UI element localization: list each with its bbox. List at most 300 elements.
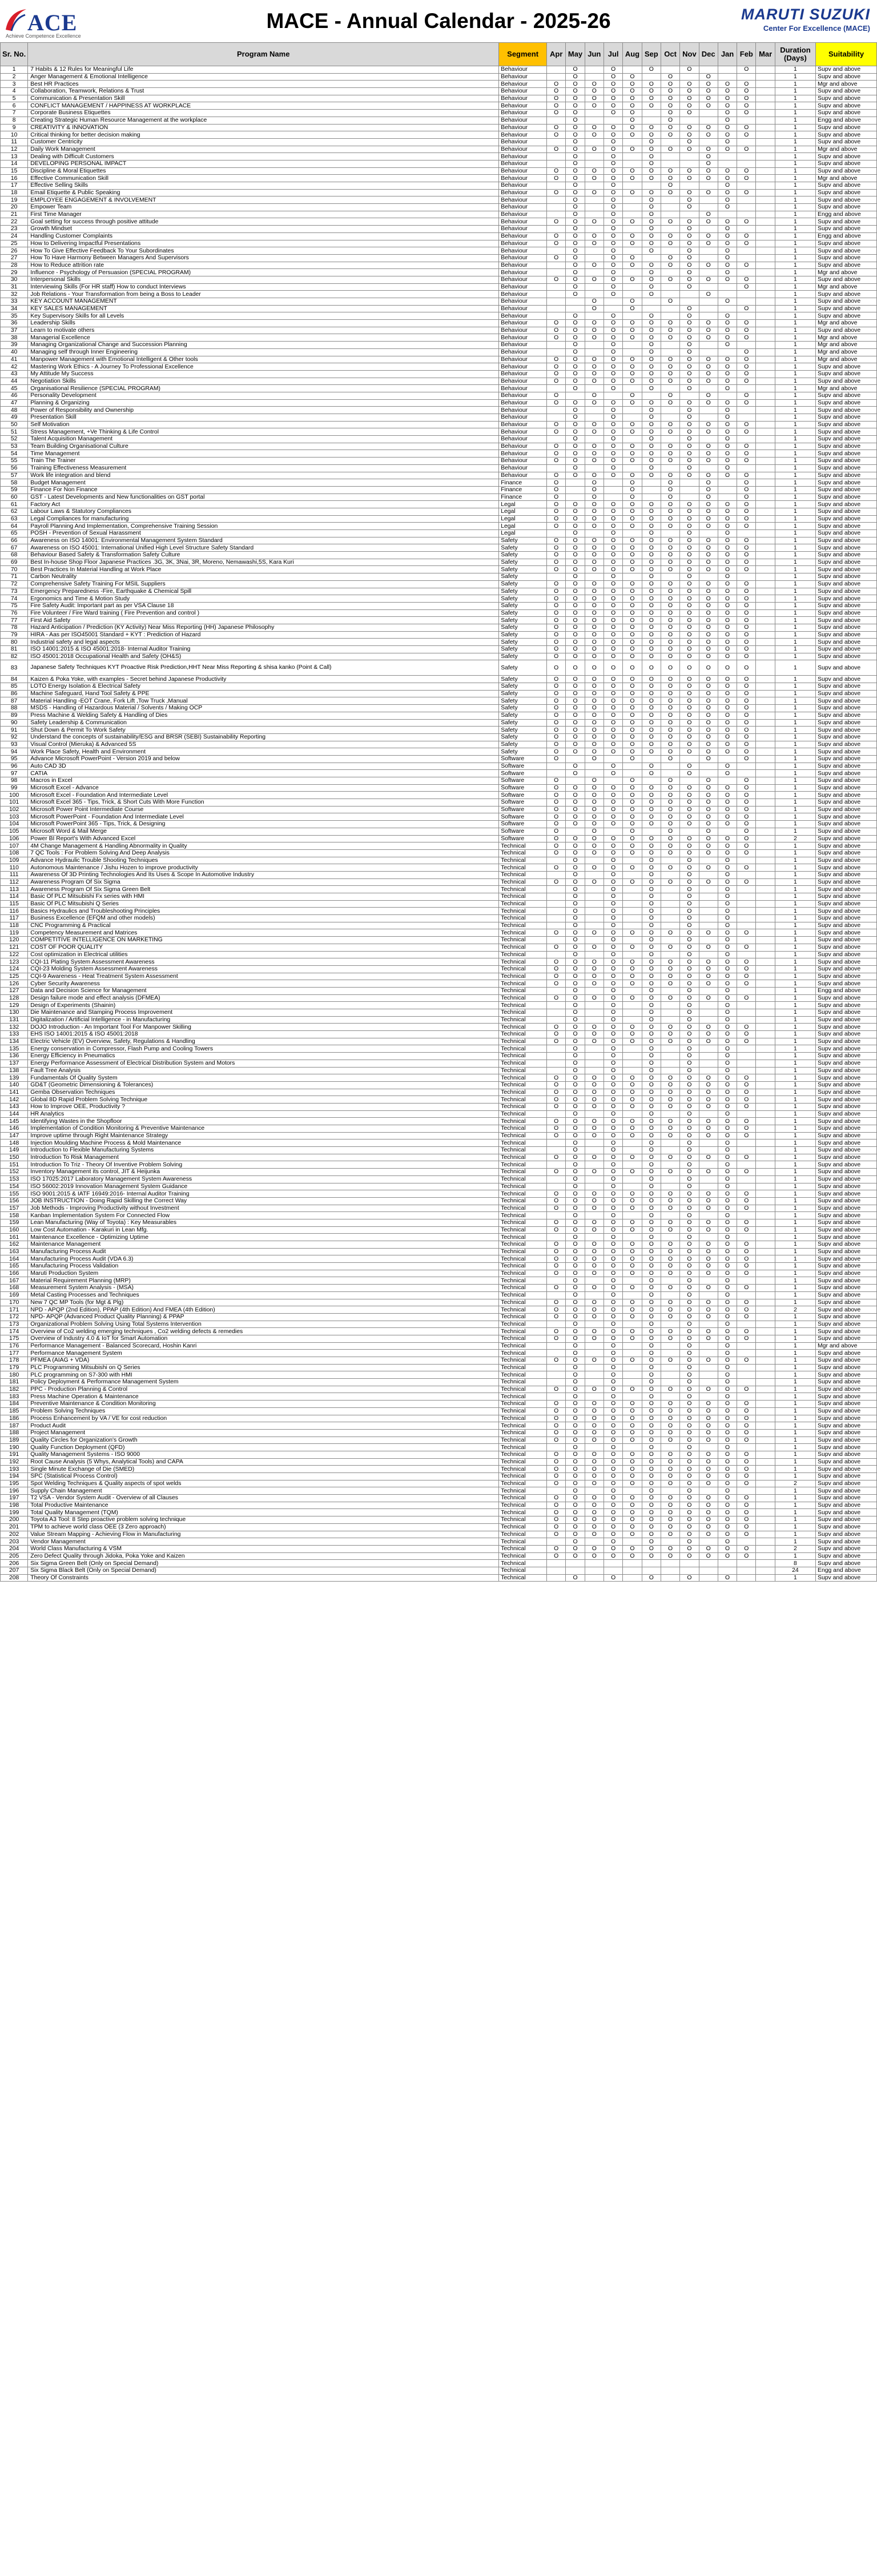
month-cell: O [623,73,642,81]
table-row [1,1350,877,1357]
month-cell: O [680,334,699,342]
segment-cell: Technical [499,1241,547,1249]
sr-no-cell: 103 [1,813,28,821]
month-cell: O [642,799,661,806]
month-cell: O [718,712,737,719]
duration-cell: 1 [775,414,815,422]
table-row [1,1263,877,1270]
table-row [1,1306,877,1314]
month-cell: O [642,153,661,161]
month-cell: O [604,232,622,240]
month-cell: O [699,835,718,842]
sr-no-cell: 198 [1,1502,28,1509]
suitability-cell: Supv and above [816,1328,877,1335]
month-cell: O [604,124,622,131]
month-cell [756,1458,775,1466]
duration-cell: 1 [775,196,815,204]
month-cell: O [547,1407,566,1415]
segment-cell: Safety [499,566,547,573]
month-cell: O [585,124,604,131]
month-cell: O [661,994,679,1002]
month-cell [756,1321,775,1328]
month-cell [718,755,737,763]
month-cell: O [642,1139,661,1147]
month-cell: O [566,1024,585,1031]
table-row [1,486,877,493]
month-cell: O [718,653,737,660]
duration-cell: 1 [775,523,815,530]
month-cell: O [585,1241,604,1249]
month-cell: O [585,1074,604,1082]
month-cell: O [737,1125,756,1133]
segment-cell: Behaviour [499,182,547,190]
month-cell: O [699,1313,718,1321]
month-cell: O [566,1096,585,1104]
sr-no-cell: 89 [1,712,28,719]
month-cell [585,1060,604,1067]
duration-cell: 1 [775,1110,815,1118]
month-cell: O [623,1429,642,1437]
month-cell: O [737,639,756,646]
table-row [1,755,877,763]
suitability-cell: Supv and above [816,777,877,785]
sr-no-cell: 130 [1,1009,28,1017]
table-row [1,1502,877,1509]
suitability-cell: Supv and above [816,573,877,581]
duration-cell: 1 [775,748,815,756]
month-cell: O [737,588,756,595]
segment-cell: Technical [499,1190,547,1198]
month-cell [737,770,756,777]
month-cell: O [623,1523,642,1531]
month-cell: O [623,929,642,937]
month-cell: O [661,450,679,458]
month-cell [756,1509,775,1516]
table-row [1,1451,877,1458]
month-cell: O [566,436,585,443]
month-cell: O [623,842,642,850]
month-cell: O [642,247,661,255]
month-cell [756,312,775,320]
duration-cell: 1 [775,1574,815,1582]
month-cell [756,1357,775,1365]
month-cell: O [661,646,679,653]
month-cell [756,639,775,646]
duration-cell: 1 [775,1081,815,1089]
program-name-cell: Problem Solving Techniques [28,1407,499,1415]
month-cell: O [566,871,585,878]
month-cell: O [547,1074,566,1082]
segment-cell: Safety [499,697,547,705]
sr-no-cell: 69 [1,559,28,566]
month-cell [699,182,718,190]
suitability-cell: Mgr and above [816,385,877,392]
segment-cell: Behaviour [499,66,547,74]
month-cell [585,160,604,167]
month-cell [699,530,718,537]
month-cell: O [718,1350,737,1357]
program-name-cell: Awareness Program Of Six Sigma [28,878,499,886]
month-cell [661,66,679,74]
month-cell: O [718,530,737,537]
month-cell: O [661,842,679,850]
table-row [1,81,877,88]
duration-cell: 1 [775,1060,815,1067]
month-cell [585,1175,604,1183]
month-cell: O [661,806,679,813]
month-cell: O [604,1357,622,1365]
month-cell: O [642,1161,661,1169]
month-cell: O [661,1074,679,1082]
month-cell: O [566,276,585,283]
segment-cell: Finance [499,493,547,501]
month-cell [699,908,718,915]
month-cell: O [547,631,566,639]
month-cell [756,73,775,81]
month-cell: O [604,1139,622,1147]
month-cell [699,269,718,276]
month-cell [737,951,756,958]
segment-cell: Technical [499,951,547,958]
month-cell: O [680,1125,699,1133]
month-cell: O [604,218,622,226]
month-cell: O [718,813,737,821]
month-cell: O [718,588,737,595]
month-cell [604,486,622,493]
sr-no-cell: 206 [1,1560,28,1567]
sr-no-cell: 193 [1,1466,28,1473]
month-cell: O [737,1386,756,1393]
month-cell: O [680,719,699,727]
month-cell [547,908,566,915]
suitability-cell: Supv and above [816,399,877,407]
month-cell: O [623,1241,642,1249]
sr-no-cell: 25 [1,240,28,247]
sr-no-cell: 96 [1,763,28,770]
segment-cell: Behaviour [499,117,547,124]
duration-cell: 1 [775,189,815,196]
month-cell: O [547,878,566,886]
month-cell: O [680,1110,699,1118]
sr-no-cell: 92 [1,733,28,741]
month-cell: O [737,755,756,763]
segment-cell: Technical [499,1516,547,1524]
month-cell: O [566,1161,585,1169]
month-cell: O [585,1169,604,1176]
suitability-cell: Supv and above [816,951,877,958]
month-cell: O [718,363,737,371]
month-cell [737,1016,756,1024]
sr-no-cell: 186 [1,1415,28,1422]
month-cell: O [680,124,699,131]
month-cell [547,1560,566,1567]
table-row [1,254,877,262]
month-cell [737,291,756,298]
month-cell: O [585,102,604,110]
month-cell [699,1212,718,1219]
program-name-cell: Macros in Excel [28,777,499,785]
program-name-cell: Finance For Non Finance [28,486,499,493]
month-cell: O [642,893,661,901]
month-cell [699,254,718,262]
month-cell: O [680,580,699,588]
segment-cell: Safety [499,639,547,646]
month-cell: O [680,458,699,465]
month-cell: O [585,1502,604,1509]
duration-cell: 1 [775,653,815,660]
suitability-cell: Supv and above [816,1285,877,1292]
month-cell: O [585,334,604,342]
duration-cell: 1 [775,66,815,74]
month-cell: O [718,88,737,95]
program-name-cell: Influence - Psychology of Persuasion (SPECIAL PROGRAM) [28,269,499,276]
month-cell: O [699,370,718,378]
program-name-cell: Vendor Management [28,1538,499,1546]
month-cell: O [604,1379,622,1386]
month-cell: O [642,131,661,139]
month-cell: O [642,1342,661,1350]
month-cell: O [566,1487,585,1495]
month-cell [737,763,756,770]
month-cell: O [680,857,699,864]
month-cell: O [642,653,661,660]
month-cell: O [737,1024,756,1031]
sr-no-cell: 113 [1,886,28,893]
month-cell: O [623,146,642,153]
segment-cell: Technical [499,1248,547,1255]
sr-no-cell: 31 [1,283,28,291]
suitability-cell: Supv and above [816,1473,877,1480]
table-row [1,951,877,958]
table-row [1,871,877,878]
month-cell: O [680,254,699,262]
month-cell [756,124,775,131]
month-cell [756,479,775,487]
month-cell: O [718,1263,737,1270]
suitability-cell: Supv and above [816,73,877,81]
month-cell: O [699,849,718,857]
month-cell [737,886,756,893]
month-cell: O [680,566,699,573]
month-cell: O [547,356,566,363]
month-cell: O [737,1154,756,1161]
suitability-cell: Supv and above [816,305,877,312]
segment-cell: Technical [499,1487,547,1495]
table-row [1,1458,877,1466]
month-cell: O [566,922,585,929]
month-cell: O [642,697,661,705]
month-cell: O [566,218,585,226]
suitability-cell: Mgr and above [816,283,877,291]
month-cell: O [585,305,604,312]
duration-cell: 1 [775,175,815,182]
table-row [1,1226,877,1234]
month-cell: O [585,1226,604,1234]
month-cell: O [661,864,679,872]
month-cell [623,1053,642,1060]
month-cell: O [680,428,699,436]
month-cell: O [737,777,756,785]
month-cell [585,1574,604,1582]
duration-cell: 1 [775,1190,815,1198]
month-cell: O [547,1516,566,1524]
month-cell: O [661,392,679,399]
month-cell: O [718,342,737,349]
month-cell: O [680,1031,699,1038]
month-cell: O [680,508,699,515]
month-cell: O [680,1161,699,1169]
month-cell [547,1067,566,1074]
month-cell: O [699,1407,718,1415]
segment-cell: Technical [499,1379,547,1386]
month-cell: O [642,1132,661,1139]
month-cell: O [718,334,737,342]
column-header-month: Jun [585,43,604,66]
table-row [1,1313,877,1321]
month-cell: O [680,1197,699,1205]
month-cell: O [680,871,699,878]
month-cell: O [680,1175,699,1183]
suitability-cell: Supv and above [816,464,877,472]
month-cell: O [661,595,679,603]
duration-cell: 1 [775,211,815,218]
month-cell: O [718,1132,737,1139]
table-row [1,117,877,124]
segment-cell: Behaviour [499,421,547,428]
suitability-cell: Supv and above [816,1574,877,1582]
month-cell [737,1342,756,1350]
suitability-cell: Supv and above [816,1458,877,1466]
suitability-cell: Supv and above [816,1444,877,1451]
month-cell: O [737,493,756,501]
table-row [1,320,877,327]
month-cell: O [585,1401,604,1408]
suitability-cell: Supv and above [816,922,877,929]
month-cell: O [604,436,622,443]
suitability-cell: Supv and above [816,486,877,493]
table-row [1,1487,877,1495]
month-cell: O [680,1038,699,1045]
month-cell: O [585,327,604,334]
table-row [1,407,877,414]
segment-cell: Technical [499,1205,547,1212]
month-cell: O [699,262,718,269]
month-cell: O [585,1422,604,1430]
month-cell [585,770,604,777]
month-cell: O [737,683,756,691]
table-row [1,617,877,624]
segment-cell: Safety [499,705,547,712]
sr-no-cell: 15 [1,167,28,175]
month-cell [547,298,566,306]
duration-cell: 1 [775,1509,815,1516]
duration-cell: 1 [775,908,815,915]
table-row [1,501,877,508]
month-cell: O [718,980,737,988]
month-cell: O [585,1255,604,1263]
column-header-suitability: Suitability [816,43,877,66]
segment-cell: Safety [499,544,547,552]
suitability-cell: Supv and above [816,1031,877,1038]
month-cell: O [642,1429,661,1437]
month-cell [756,741,775,748]
month-cell: O [585,276,604,283]
month-cell [566,305,585,312]
month-cell [642,1567,661,1574]
month-cell: O [718,1531,737,1538]
month-cell: O [680,88,699,95]
month-cell [737,1277,756,1285]
segment-cell: Technical [499,1357,547,1365]
duration-cell: 1 [775,291,815,298]
segment-cell: Technical [499,1393,547,1401]
suitability-cell: Supv and above [816,631,877,639]
month-cell: O [699,1386,718,1393]
month-cell: O [718,537,737,544]
month-cell: O [642,806,661,813]
table-row [1,421,877,428]
month-cell [661,1067,679,1074]
sr-no-cell: 127 [1,987,28,994]
month-cell: O [642,929,661,937]
month-cell: O [661,95,679,102]
suitability-cell: Supv and above [816,1277,877,1285]
sr-no-cell: 112 [1,878,28,886]
program-name-cell: Advance Microsoft PowerPoint - Version 2019 and below [28,755,499,763]
month-cell: O [547,588,566,595]
column-header-month: Mar [756,43,775,66]
month-cell: O [718,226,737,233]
duration-cell: 1 [775,464,815,472]
month-cell: O [699,102,718,110]
month-cell: O [547,124,566,131]
program-name-cell: Interpersonal Skills [28,276,499,283]
month-cell [756,196,775,204]
program-name-cell: Customer Centricity [28,138,499,146]
month-cell: O [718,508,737,515]
month-cell: O [680,218,699,226]
segment-cell: Technical [499,965,547,973]
month-cell: O [737,1480,756,1487]
month-cell: O [718,792,737,799]
duration-cell: 1 [775,806,815,813]
month-cell: O [737,1523,756,1531]
table-row [1,493,877,501]
month-cell: O [566,1451,585,1458]
month-cell: O [737,1306,756,1314]
segment-cell: Technical [499,1407,547,1415]
suitability-cell: Supv and above [816,1038,877,1045]
suitability-cell: Supv and above [816,1110,877,1118]
month-cell [585,414,604,422]
duration-cell: 1 [775,1393,815,1401]
month-cell: O [737,1473,756,1480]
month-cell: O [547,842,566,850]
month-cell: O [718,1175,737,1183]
month-cell: O [737,799,756,806]
month-cell: O [661,1422,679,1430]
month-cell [547,1016,566,1024]
month-cell: O [737,1299,756,1306]
month-cell: O [604,1350,622,1357]
month-cell [585,1379,604,1386]
month-cell: O [737,676,756,683]
month-cell [585,348,604,356]
month-cell: O [604,646,622,653]
program-name-cell: KEY ACCOUNT MANAGEMENT [28,298,499,306]
month-cell: O [642,1241,661,1249]
month-cell: O [661,276,679,283]
